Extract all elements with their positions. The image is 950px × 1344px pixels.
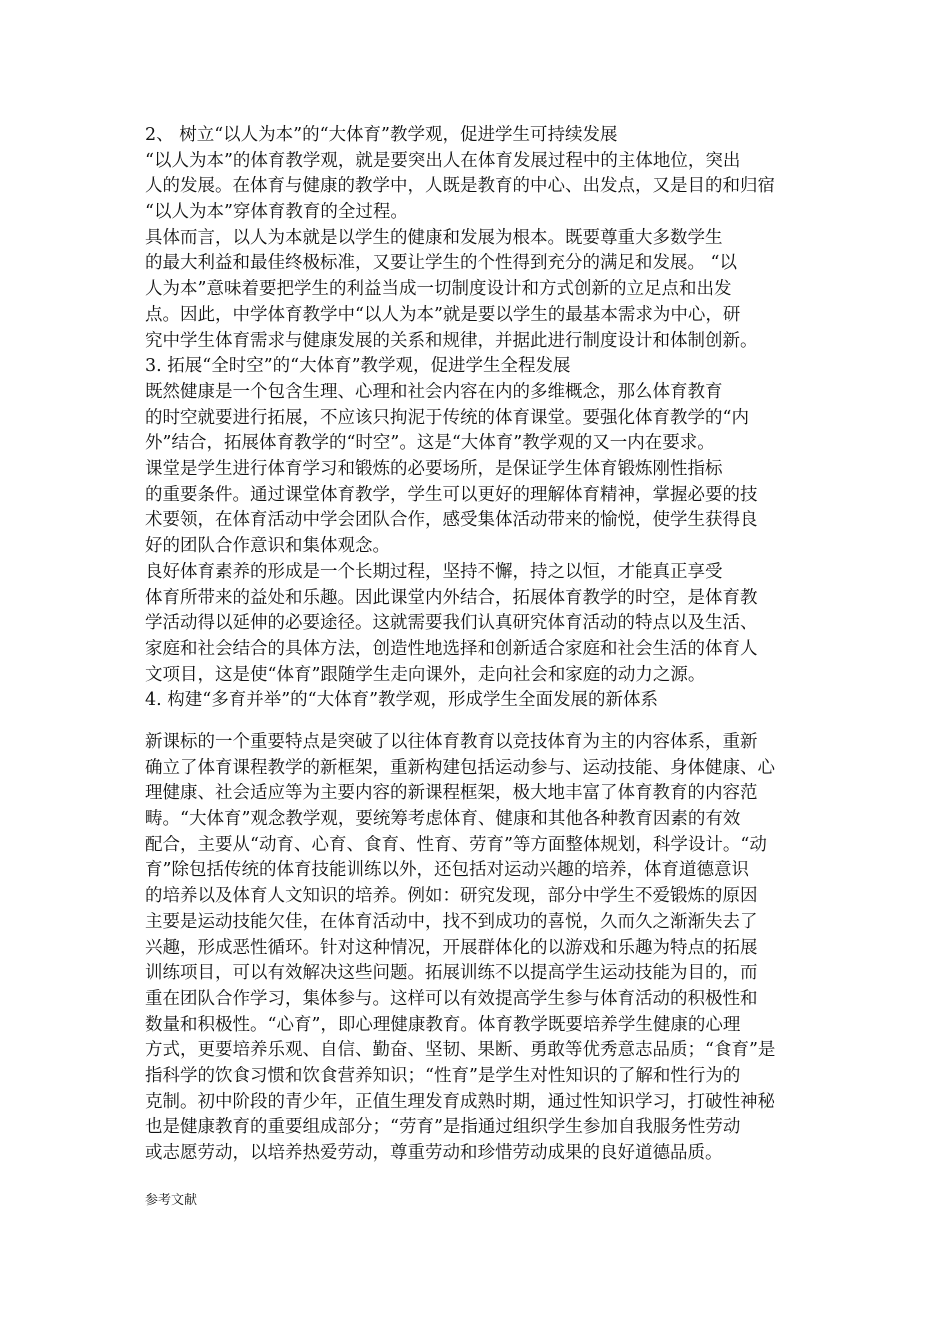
paragraph-line: 育”除包括传统的体育技能训练以外，还包括对运动兴趣的培养，体育道德意识 xyxy=(145,860,749,880)
section-heading-4: 4. 构建“多育并举”的“大体育”教学观，形成学生全面发展的新体系 xyxy=(145,690,659,710)
paragraph-line: 术要领，在体育活动中学会团队合作，感受集体活动带来的愉悦，使学生获得良 xyxy=(145,510,758,530)
paragraph-line: 具体而言，以人为本就是以学生的健康和发展为根本。既要尊重大多数学生 xyxy=(145,228,723,248)
paragraph-line: 也是健康教育的重要组成部分；“劳育”是指通过组织学生参加自我服务性劳动 xyxy=(145,1117,741,1137)
paragraph-line: 或志愿劳动，以培养热爱劳动，尊重劳动和珍惜劳动成果的良好道德品质。 xyxy=(145,1143,723,1163)
paragraph-line: 点。因此，中学体育教学中“以人为本”就是要以学生的最基本需求为中心，研 xyxy=(145,305,741,325)
paragraph-line: 配合，主要从“动育、心育、食育、性育、劳育”等方面整体规划，科学设计。“动 xyxy=(145,835,767,855)
paragraph-line: 克制。初中阶段的青少年，正值生理发育成熟时期，通过性知识学习，打破性神秘 xyxy=(145,1092,775,1112)
paragraph-line: 重在团队合作学习，集体参与。这样可以有效提高学生参与体育活动的积极性和 xyxy=(145,989,758,1009)
paragraph-line: 兴趣，形成恶性循环。针对这种情况，开展群体化的以游戏和乐趣为特点的拓展 xyxy=(145,938,758,958)
paragraph-line: 人为本”意味着要把学生的利益当成一切制度设计和方式创新的立足点和出发 xyxy=(145,279,732,299)
paragraph-line: 家庭和社会结合的具体方法，创造性地选择和创新适合家庭和社会生活的体育人 xyxy=(145,639,758,659)
paragraph-line: 的重要条件。通过课堂体育教学，学生可以更好的理解体育精神，掌握必要的技 xyxy=(145,485,758,505)
paragraph-line: 主要是运动技能欠佳，在体育活动中，找不到成功的喜悦，久而久之渐渐失去了 xyxy=(145,912,758,932)
paragraph-line: 既然健康是一个包含生理、心理和社会内容在内的多维概念，那么体育教育 xyxy=(145,382,723,402)
paragraph-line: 理健康、社会适应等为主要内容的新课程框架，极大地丰富了体育教育的内容范 xyxy=(145,783,758,803)
paragraph-line: 体育所带来的益处和乐趣。因此课堂内外结合，拓展体育教学的时空，是体育教 xyxy=(145,588,758,608)
paragraph-line: 训练项目，可以有效解决这些问题。拓展训练不以提高学生运动技能为目的，而 xyxy=(145,963,758,983)
paragraph-line: 良好体育素养的形成是一个长期过程，坚持不懈，持之以恒，才能真正享受 xyxy=(145,562,723,582)
paragraph-line: 的时空就要进行拓展，不应该只拘泥于传统的体育课堂。要强化体育教学的“内 xyxy=(145,408,749,428)
paragraph-line: “以人为本”的体育教学观，就是要突出人在体育发展过程中的主体地位，突出 xyxy=(145,151,741,171)
paragraph-line: 课堂是学生进行体育学习和锻炼的必要场所，是保证学生体育锻炼刚性指标 xyxy=(145,459,723,479)
paragraph-line: 文项目，这是使“体育”跟随学生走向课外，走向社会和家庭的动力之源。 xyxy=(145,665,706,685)
paragraph-line: 确立了体育课程教学的新框架，重新构建包括运动参与、运动技能、身体健康、心 xyxy=(145,758,775,778)
paragraph-line: 好的团队合作意识和集体观念。 xyxy=(145,536,390,556)
paragraph-line: 新课标的一个重要特点是突破了以往体育教育以竞技体育为主的内容体系，重新 xyxy=(145,732,758,752)
paragraph-line: 人的发展。在体育与健康的教学中，人既是教育的中心、出发点，又是目的和归宿 xyxy=(145,176,775,196)
paragraph-line: 究中学生体育需求与健康发展的关系和规律，并据此进行制度设计和体制创新。 xyxy=(145,331,758,351)
paragraph-line: 学活动得以延伸的必要途径。这就需要我们认真研究体育活动的特点以及生活、 xyxy=(145,613,758,633)
paragraph-line: 方式，更要培养乐观、自信、勤奋、坚韧、果断、勇敢等优秀意志品质；“食育”是 xyxy=(145,1040,776,1060)
paragraph-line: 的培养以及体育人文知识的培养。例如：研究发现，部分中学生不爱锻炼的原因 xyxy=(145,886,758,906)
references-heading: 参考文献 xyxy=(145,1193,198,1208)
paragraph-line: 的最大利益和最佳终极标准，又要让学生的个性得到充分的满足和发展。 “以 xyxy=(145,253,738,273)
paragraph-line: 畴。“大体育”观念教学观，要统筹考虑体育、健康和其他各种教育因素的有效 xyxy=(145,809,741,829)
section-heading-2: 2、 树立“以人为本”的“大体育”教学观，促进学生可持续发展 xyxy=(145,125,618,145)
paragraph-line: 外”结合，拓展体育教学的“时空”。这是“大体育”教学观的又一内在要求。 xyxy=(145,433,715,453)
paragraph-line: “以人为本”穿体育教育的全过程。 xyxy=(145,202,408,222)
paragraph-line: 指科学的饮食习惯和饮食营养知识；“性育”是学生对性知识的了解和性行为的 xyxy=(145,1066,741,1086)
paragraph-line: 数量和积极性。“心育”，即心理健康教育。体育教学既要培养学生健康的心理 xyxy=(145,1015,741,1035)
section-heading-3: 3. 拓展“全时空”的“大体育”教学观，促进学生全程发展 xyxy=(145,356,571,376)
